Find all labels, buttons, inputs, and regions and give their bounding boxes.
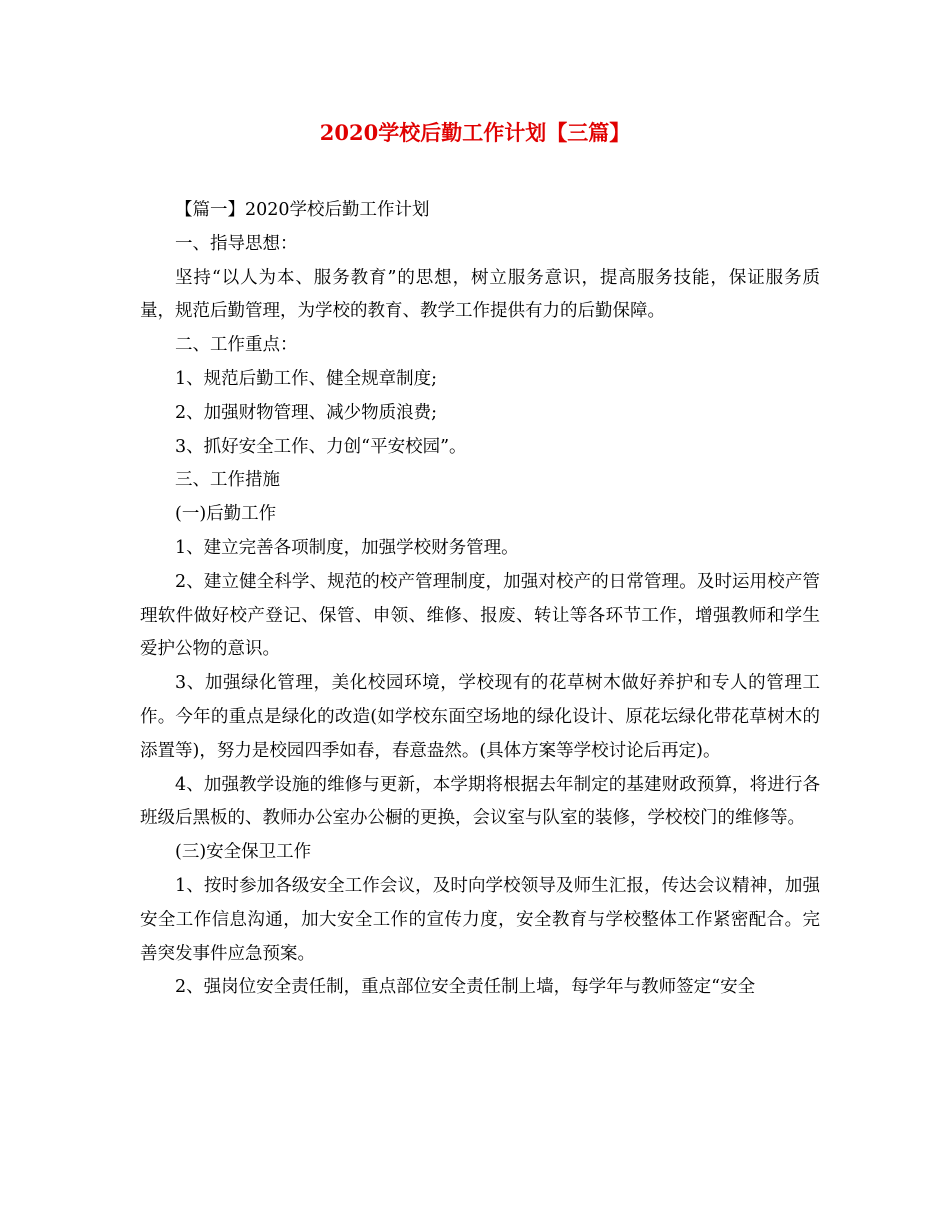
document-title: 2020学校后勤工作计划【三篇】 [319,120,631,145]
list-item: 1、规范后勤工作、健全规章制度; [175,368,438,389]
paragraph: 3、加强绿化管理，美化校园环境，学校现有的花草树木做好养护和专人的管理工作。今年的重点是绿化的改造(如学校东面空场地的绿化设计、原花坛绿化带花草树木的添置等)，努力是校园四季如春，春意盎然。(具体方案等学校讨论后再定)。 [140,673,820,761]
paragraph: 1、建立完善各项制度，加强学校财务管理。 [175,537,519,558]
paragraph: 2、建立健全科学、规范的校产管理制度，加强对校产的日常管理。及时运用校产管理软件做好校产登记、保管、申领、维修、报废、转让等各环节工作，增强教师和学生爱护公物的意识。 [140,571,820,660]
paragraph: 坚持“以人为本、服务教育”的思想，树立服务意识，提高服务技能，保证服务质量，规范后勤管理，为学校的教育、教学工作提供有力的后勤保障。 [140,267,820,322]
paragraph: 2、强岗位安全责任制，重点部位安全责任制上墙，每学年与教师签定“安全 [175,977,756,998]
list-item: 3、抓好安全工作、力创“平安校园”。 [175,436,467,457]
document-body [140,194,820,1005]
subheading-security: (三)安全保卫工作 [175,842,312,863]
section-heading: 【篇一】2020学校后勤工作计划 [175,200,430,220]
paragraph: 4、加强教学设施的维修与更新，本学期将根据去年制定的基建财政预算，将进行各班级后黑板的、教师办公室办公橱的更换，会议室与队室的装修，学校校门的维修等。 [140,774,820,829]
list-item: 2、加强财物管理、减少物质浪费; [175,402,438,423]
heading-work-measures: 三、工作措施 [175,470,280,491]
heading-guiding-ideology: 一、指导思想： [175,233,298,254]
subheading-logistics: (一)后勤工作 [175,504,277,525]
heading-work-focus: 二、工作重点： [175,335,298,356]
paragraph: 1、按时参加各级安全工作会议，及时向学校领导及师生汇报，传达会议精神，加强安全工作信息沟通，加大安全工作的宣传力度，安全教育与学校整体工作紧密配合。完善突发事件应急预案。 [140,875,820,964]
